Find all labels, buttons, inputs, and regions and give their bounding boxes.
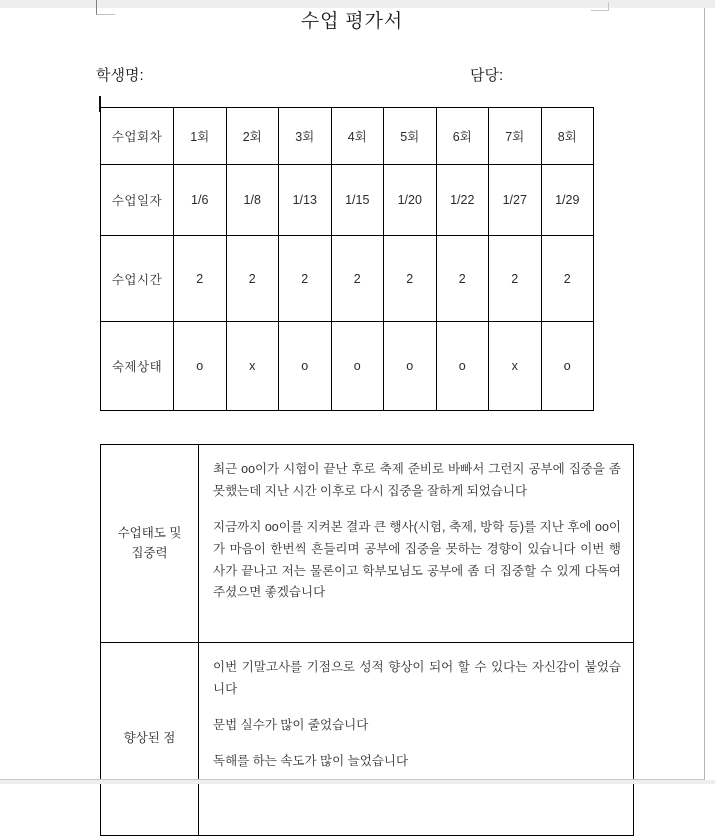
cell-date-1: 1/6 bbox=[174, 165, 227, 236]
row-label-attitude-focus-line1: 수업태도 및 bbox=[117, 526, 182, 541]
cell-hours-6: 2 bbox=[436, 236, 489, 322]
comment-paragraph: 독해를 하는 속도가 많이 늘었습니다 bbox=[213, 753, 409, 768]
table-row bbox=[101, 643, 634, 836]
cell-date-4: 1/15 bbox=[331, 165, 384, 236]
comment-paragraph: 문법 실수가 많이 줄었습니다 bbox=[213, 717, 369, 732]
cell-hours-3: 2 bbox=[279, 236, 332, 322]
page-title: 수업 평가서 bbox=[300, 11, 404, 32]
cell-date-6: 1/22 bbox=[436, 165, 489, 236]
cell-homework-8: o bbox=[541, 322, 594, 411]
cell-hours-4: 2 bbox=[331, 236, 384, 322]
row-label-attitude-focus-line2: 집중력 bbox=[131, 545, 168, 560]
comment-paragraph: 이번 기말고사를 기점으로 성적 향상이 되어 할 수 있다는 자신감이 붙었습니다 bbox=[213, 660, 621, 696]
cell-date-5: 1/20 bbox=[384, 165, 437, 236]
cell-homework-6: o bbox=[436, 322, 489, 411]
cell-session-4: 4회 bbox=[331, 108, 384, 165]
row-label-attitude-focus bbox=[101, 445, 199, 643]
cell-date-3: 1/13 bbox=[279, 165, 332, 236]
cell-session-6: 6회 bbox=[436, 108, 489, 165]
cell-date-8: 1/29 bbox=[541, 165, 594, 236]
comment-body-improvements bbox=[199, 643, 634, 836]
comment-paragraph: 지금까지 oo이를 지켜본 결과 큰 행사(시험, 축제, 방학 등)를 지난 후에 oo이가 마음이 한번씩 흔들리며 공부에 집중을 못하는 경향이 있습니다 이번 행사가 끝나고 저는 물론이고 학부모님도 공부에 좀 더 집중할 수 있게 다독여 주셨으면 좋겠습니다 bbox=[213, 519, 621, 600]
cell-session-3: 3회 bbox=[279, 108, 332, 165]
row-label-homework-status: 숙제상태 bbox=[101, 322, 174, 411]
cell-date-7: 1/27 bbox=[489, 165, 542, 236]
cell-hours-7: 2 bbox=[489, 236, 542, 322]
cell-date-2: 1/8 bbox=[226, 165, 279, 236]
row-label-class-date: 수업일자 bbox=[101, 165, 174, 236]
row-label-improvements bbox=[101, 643, 199, 836]
cell-session-7: 7회 bbox=[489, 108, 542, 165]
table-row bbox=[101, 322, 594, 411]
cell-hours-1: 2 bbox=[174, 236, 227, 322]
window-bottom-chrome-strip bbox=[0, 780, 715, 784]
table-row bbox=[101, 236, 594, 322]
schedule-table bbox=[100, 107, 594, 411]
cell-session-1: 1회 bbox=[174, 108, 227, 165]
cell-homework-3: o bbox=[279, 322, 332, 411]
cell-homework-5: o bbox=[384, 322, 437, 411]
page-right-edge-line bbox=[704, 8, 705, 784]
cell-session-5: 5회 bbox=[384, 108, 437, 165]
comment-paragraph: 최근 oo이가 시험이 끝난 후로 축제 준비로 바빠서 그런지 공부에 집중을 좀 못했는데 지난 시간 이후로 다시 집중을 잘하게 되었습니다 bbox=[213, 462, 621, 498]
cell-homework-4: o bbox=[331, 322, 384, 411]
student-name-label: 학생명: bbox=[96, 67, 144, 84]
table-row bbox=[101, 108, 594, 165]
teacher-in-charge-label: 담당: bbox=[470, 67, 504, 84]
row-label-session-number: 수업회차 bbox=[101, 108, 174, 165]
cell-session-2: 2회 bbox=[226, 108, 279, 165]
table-row bbox=[101, 165, 594, 236]
cell-hours-5: 2 bbox=[384, 236, 437, 322]
cell-hours-2: 2 bbox=[226, 236, 279, 322]
header-fields bbox=[96, 64, 608, 88]
cell-homework-7: x bbox=[489, 322, 542, 411]
cell-homework-2: x bbox=[226, 322, 279, 411]
row-label-improvements-line1: 향상된 점 bbox=[123, 731, 176, 746]
comment-body-attitude-focus bbox=[199, 445, 634, 643]
cell-session-8: 8회 bbox=[541, 108, 594, 165]
table-row bbox=[101, 445, 634, 643]
comment-table bbox=[100, 444, 634, 836]
row-label-class-hours: 수업시간 bbox=[101, 236, 174, 322]
cell-homework-1: o bbox=[174, 322, 227, 411]
cell-hours-8: 2 bbox=[541, 236, 594, 322]
